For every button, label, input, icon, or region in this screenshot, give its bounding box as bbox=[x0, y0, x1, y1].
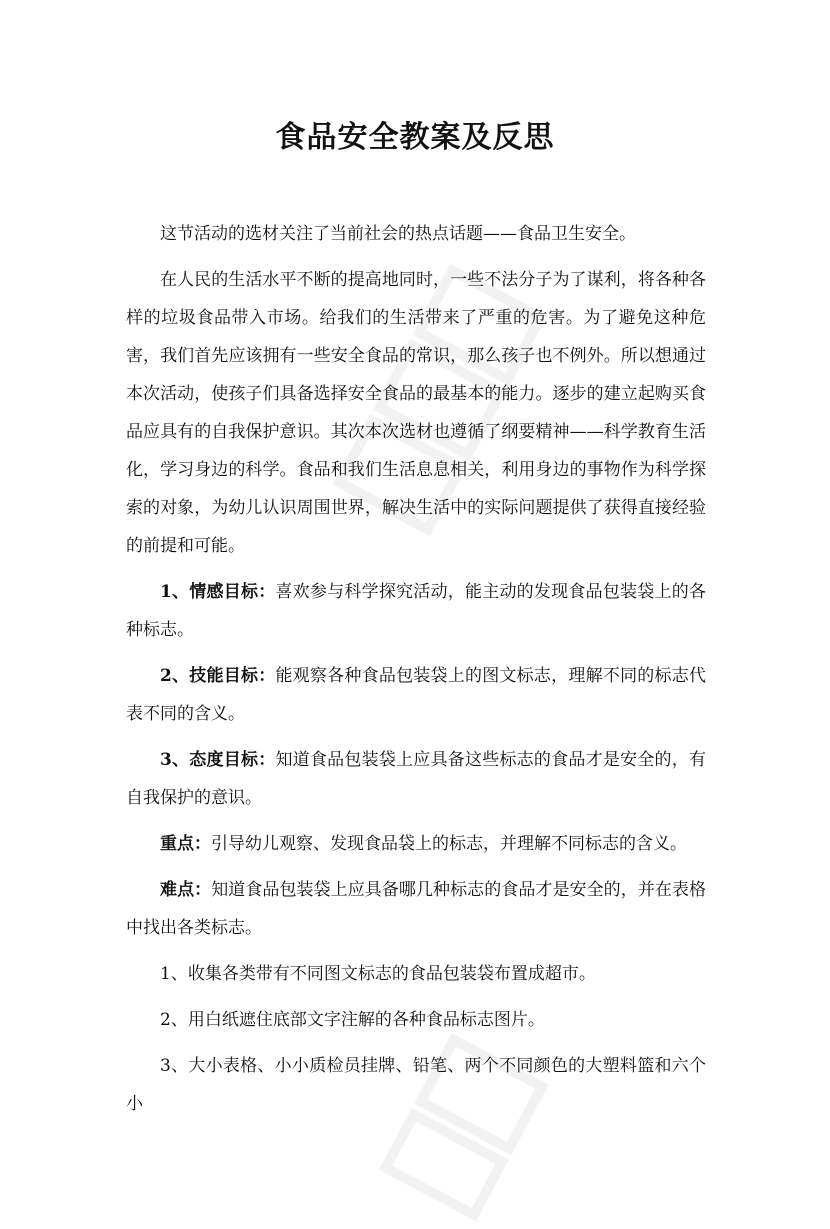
difficulty-point-label: 难点： bbox=[160, 880, 212, 900]
goal-skill-label: 2、技能目标： bbox=[160, 666, 276, 686]
goal-attitude-label: 3、态度目标： bbox=[160, 750, 276, 770]
goal-skill-text: 能观察各种食品包装袋上的图文标志，理解不同的标志代表不同的含义。 bbox=[126, 666, 706, 724]
goal-attitude bbox=[126, 741, 706, 817]
goal-attitude-text: 知道食品包装袋上应具备这些标志的食品才是安全的，有自我保护的意识。 bbox=[126, 750, 706, 808]
preparation-item: 3、大小表格、小小质检员挂牌、铅笔、两个不同颜色的大塑料篮和六个小 bbox=[126, 1056, 706, 1114]
goal-skill bbox=[126, 657, 706, 733]
goal-emotion-text: 喜欢参与科学探究活动，能主动的发现食品包装袋上的各种标志。 bbox=[126, 582, 706, 640]
goal-emotion bbox=[126, 573, 706, 649]
goal-emotion-label: 1、情感目标： bbox=[160, 582, 276, 602]
background-paragraph: 在人民的生活水平不断的提高地同时，一些不法分子为了谋利，将各种各样的垃圾食品带入市场。给我们的生活带来了严重的危害。为了避免这种危害，我们首先应该拥有一些安全食品的常识，那么孩子也不例外。所以想通过本次活动，使孩子们具备选择安全食品的最基本的能力。逐步的建立起购买食品应具有的自我保护意识。其次本次选材也遵循了纲要精神——科学教育生活化，学习身边的科学。食品和我们生活息息相关，利用身边的事物作为科学探索的对象，为幼儿认识周围世界，解决生活中的实际问题提供了获得直接经验的前提和可能。 bbox=[126, 270, 706, 556]
preparation-item: 2、用白纸遮住底部文字注解的各种食品标志图片。 bbox=[160, 1010, 545, 1030]
key-point-text: 引导幼儿观察、发现食品袋上的标志，并理解不同标志的含义。 bbox=[211, 834, 687, 854]
difficulty-point bbox=[126, 871, 706, 947]
intro-paragraph: 这节活动的选材关注了当前社会的热点话题——食品卫生安全。 bbox=[160, 224, 636, 244]
document-body bbox=[126, 215, 706, 1131]
page-title: 食品安全教案及反思 bbox=[275, 120, 555, 155]
key-point-label: 重点： bbox=[160, 834, 211, 854]
difficulty-point-text: 知道食品包装袋上应具备哪几种标志的食品才是安全的，并在表格中找出各类标志。 bbox=[126, 880, 707, 938]
key-point bbox=[126, 825, 706, 863]
preparation-item: 1、收集各类带有不同图文标志的食品包装袋布置成超市。 bbox=[160, 964, 596, 984]
